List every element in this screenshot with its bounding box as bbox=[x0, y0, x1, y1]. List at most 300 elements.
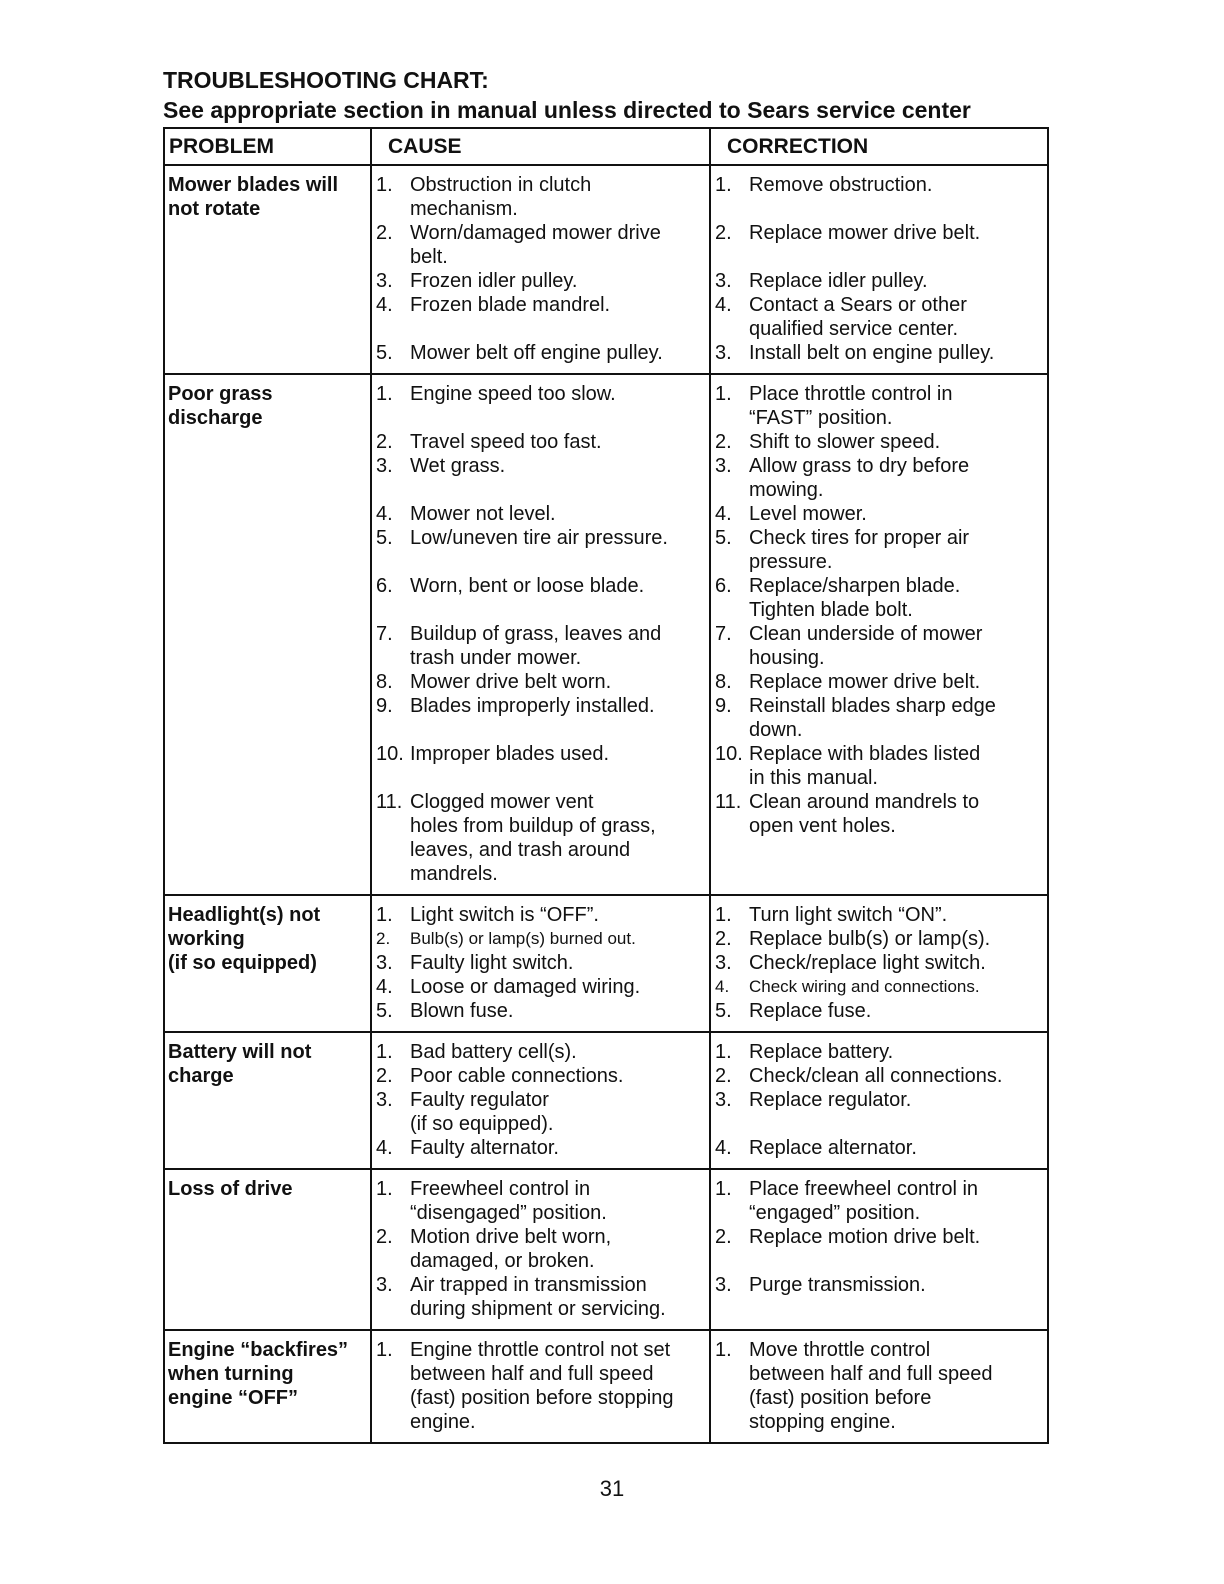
item-text-line: Shift to slower speed. bbox=[749, 431, 941, 453]
correction-item bbox=[715, 382, 1045, 430]
cause-item bbox=[376, 975, 707, 999]
item-text-line bbox=[749, 245, 1045, 269]
item-number: 10. bbox=[376, 743, 404, 765]
item-number: 3. bbox=[715, 342, 732, 364]
item-text-line: in this manual. bbox=[749, 767, 878, 789]
item-text-line: Check wiring and connections. bbox=[749, 977, 980, 996]
item-number: 7. bbox=[376, 623, 393, 645]
item-text bbox=[410, 526, 707, 574]
item-text bbox=[410, 1040, 707, 1064]
item-text-line: Freewheel control in bbox=[410, 1178, 591, 1200]
correction-item bbox=[715, 1225, 1045, 1273]
cause-item bbox=[376, 454, 707, 502]
correction-item bbox=[715, 173, 1045, 221]
item-text-line: Worn, bent or loose blade. bbox=[410, 575, 645, 597]
cause-item bbox=[376, 269, 707, 293]
item-number: 4. bbox=[376, 294, 393, 316]
table-row bbox=[164, 1032, 1048, 1169]
correction-cell bbox=[710, 374, 1048, 895]
correction-item bbox=[715, 670, 1045, 694]
page-title: TROUBLESHOOTING CHART: bbox=[163, 67, 489, 93]
item-text-line: (fast) position before bbox=[749, 1387, 932, 1409]
item-text-line: Improper blades used. bbox=[410, 743, 610, 765]
item-text-line bbox=[749, 1112, 1045, 1136]
item-text bbox=[749, 1064, 1045, 1088]
item-text-line: Replace fuse. bbox=[749, 1000, 872, 1022]
item-text-line: Travel speed too fast. bbox=[410, 431, 602, 453]
cause-cell bbox=[371, 895, 710, 1032]
problem-text-line: charge bbox=[168, 1065, 234, 1087]
cause-item bbox=[376, 1177, 707, 1225]
cause-item bbox=[376, 1088, 707, 1136]
problem-text-line: Engine “backfires” bbox=[168, 1339, 349, 1361]
item-text-line bbox=[410, 478, 707, 502]
item-number: 1. bbox=[376, 1178, 393, 1200]
problem-text-line: not rotate bbox=[168, 198, 261, 220]
cause-item bbox=[376, 526, 707, 574]
item-text-line: Bulb(s) or lamp(s) burned out. bbox=[410, 929, 636, 948]
table-row bbox=[164, 895, 1048, 1032]
item-text bbox=[410, 269, 707, 293]
troubleshooting-table bbox=[163, 127, 1049, 1444]
table-row bbox=[164, 1330, 1048, 1443]
problem-cell bbox=[164, 1330, 371, 1443]
item-text-line: Remove obstruction. bbox=[749, 174, 933, 196]
item-number: 9. bbox=[715, 695, 732, 717]
item-number: 5. bbox=[376, 527, 393, 549]
item-text-line: qualified service center. bbox=[749, 318, 959, 340]
item-text bbox=[410, 1064, 707, 1088]
item-text-line: during shipment or servicing. bbox=[410, 1298, 666, 1320]
cause-item bbox=[376, 341, 707, 365]
correction-item bbox=[715, 526, 1045, 574]
item-text bbox=[749, 790, 1045, 838]
item-text bbox=[749, 975, 1045, 999]
item-number: 3. bbox=[376, 952, 393, 974]
item-text bbox=[749, 927, 1045, 951]
item-number: 1. bbox=[715, 904, 732, 926]
item-text bbox=[410, 622, 707, 670]
item-number: 1. bbox=[715, 174, 732, 196]
item-text-line: Level mower. bbox=[749, 503, 867, 525]
item-number: 2. bbox=[715, 928, 732, 950]
item-number: 2. bbox=[376, 929, 391, 948]
item-text bbox=[410, 1273, 707, 1321]
correction-cell bbox=[710, 165, 1048, 374]
problem-cell bbox=[164, 1169, 371, 1330]
item-text-line: Clean around mandrels to bbox=[749, 791, 980, 813]
problem-text-line: Loss of drive bbox=[168, 1178, 293, 1200]
item-number: 6. bbox=[376, 575, 393, 597]
item-number: 1. bbox=[376, 904, 393, 926]
item-text-line: trash under mower. bbox=[410, 647, 582, 669]
item-text bbox=[410, 903, 707, 927]
correction-item bbox=[715, 430, 1045, 454]
item-text-line: Clogged mower vent bbox=[410, 791, 594, 813]
item-number: 4. bbox=[715, 977, 730, 996]
cause-item bbox=[376, 790, 707, 886]
cause-item bbox=[376, 1273, 707, 1321]
correction-item bbox=[715, 341, 1045, 365]
correction-item bbox=[715, 454, 1045, 502]
problem-text-line: Mower blades will bbox=[168, 174, 339, 196]
problem-text-line: Poor grass bbox=[168, 383, 273, 405]
item-number: 2. bbox=[715, 1226, 732, 1248]
correction-item bbox=[715, 269, 1045, 293]
item-number: 3. bbox=[376, 1089, 393, 1111]
cause-item bbox=[376, 1040, 707, 1064]
item-number: 2. bbox=[376, 431, 393, 453]
problem-text-line: (if so equipped) bbox=[168, 952, 317, 974]
item-number: 4. bbox=[715, 503, 732, 525]
cause-cell bbox=[371, 374, 710, 895]
correction-item bbox=[715, 1273, 1045, 1321]
item-text-line bbox=[410, 550, 707, 574]
item-text bbox=[410, 1136, 707, 1160]
cause-item bbox=[376, 574, 707, 622]
item-text bbox=[749, 430, 1045, 454]
item-text-line: Purge transmission. bbox=[749, 1274, 926, 1296]
problem-cell bbox=[164, 895, 371, 1032]
item-number: 4. bbox=[715, 294, 732, 316]
item-number: 3. bbox=[376, 455, 393, 477]
item-number: 2. bbox=[376, 1065, 393, 1087]
item-text-line: holes from buildup of grass, bbox=[410, 815, 656, 837]
item-text-line: Frozen blade mandrel. bbox=[410, 294, 611, 316]
table-row bbox=[164, 165, 1048, 374]
item-text bbox=[749, 670, 1045, 694]
item-text bbox=[410, 951, 707, 975]
item-text-line: damaged, or broken. bbox=[410, 1250, 595, 1272]
cause-cell bbox=[371, 1169, 710, 1330]
item-text bbox=[749, 742, 1045, 790]
problem-text-line: when turning bbox=[168, 1363, 294, 1385]
item-number: 9. bbox=[376, 695, 393, 717]
item-text-line: engine. bbox=[410, 1411, 476, 1433]
item-text-line bbox=[410, 406, 707, 430]
item-text-line: stopping engine. bbox=[749, 1411, 896, 1433]
item-number: 1. bbox=[715, 383, 732, 405]
correction-item bbox=[715, 1064, 1045, 1088]
item-number: 1. bbox=[715, 1339, 732, 1361]
item-text-line: between half and full speed bbox=[410, 1363, 654, 1385]
item-text bbox=[410, 1177, 707, 1225]
correction-item bbox=[715, 1177, 1045, 1225]
problem-cell bbox=[164, 374, 371, 895]
item-text-line: Contact a Sears or other bbox=[749, 294, 967, 316]
item-text bbox=[749, 999, 1045, 1023]
item-text-line: Reinstall blades sharp edge bbox=[749, 695, 996, 717]
item-text-line: Blades improperly installed. bbox=[410, 695, 655, 717]
page-subtitle: See appropriate section in manual unless directed to Sears service center bbox=[163, 97, 971, 123]
item-number: 3. bbox=[376, 1274, 393, 1296]
table-body bbox=[164, 165, 1048, 1443]
correction-item bbox=[715, 502, 1045, 526]
item-text-line: mandrels. bbox=[410, 863, 498, 885]
item-text-line: Replace with blades listed bbox=[749, 743, 981, 765]
item-number: 3. bbox=[715, 1089, 732, 1111]
item-text bbox=[749, 526, 1045, 574]
problem-cell bbox=[164, 1032, 371, 1169]
item-text bbox=[749, 1338, 1045, 1434]
cause-item bbox=[376, 903, 707, 927]
item-text-line: Mower belt off engine pulley. bbox=[410, 342, 663, 364]
item-text-line: Replace idler pulley. bbox=[749, 270, 928, 292]
correction-item bbox=[715, 975, 1045, 999]
item-text bbox=[410, 341, 707, 365]
problem-text-line: discharge bbox=[168, 407, 263, 429]
problem-cell bbox=[164, 165, 371, 374]
cause-item bbox=[376, 927, 707, 951]
item-text-line: Motion drive belt worn, bbox=[410, 1226, 612, 1248]
problem-text-line: Headlight(s) not bbox=[168, 904, 321, 926]
item-text bbox=[749, 1225, 1045, 1273]
item-text-line: Tighten blade bolt. bbox=[749, 599, 913, 621]
problem-text-line: Battery will not bbox=[168, 1041, 312, 1063]
item-text-line bbox=[749, 197, 1045, 221]
correction-item bbox=[715, 1338, 1045, 1434]
item-text-line: Check tires for proper air bbox=[749, 527, 970, 549]
cause-item bbox=[376, 622, 707, 670]
cause-cell bbox=[371, 165, 710, 374]
correction-cell bbox=[710, 1032, 1048, 1169]
item-text-line: Faulty light switch. bbox=[410, 952, 574, 974]
item-text bbox=[410, 293, 707, 341]
item-text-line: Poor cable connections. bbox=[410, 1065, 624, 1087]
item-text-line: Replace/sharpen blade. bbox=[749, 575, 961, 597]
item-text bbox=[749, 269, 1045, 293]
item-number: 4. bbox=[376, 976, 393, 998]
item-number: 2. bbox=[376, 222, 393, 244]
item-text bbox=[749, 173, 1045, 221]
item-text-line: Low/uneven tire air pressure. bbox=[410, 527, 668, 549]
cause-item bbox=[376, 951, 707, 975]
item-text-line: Clean underside of mower bbox=[749, 623, 983, 645]
item-text bbox=[749, 221, 1045, 269]
item-text bbox=[410, 382, 707, 430]
problem-text-line: engine “OFF” bbox=[168, 1387, 298, 1409]
item-text-line: Engine speed too slow. bbox=[410, 383, 616, 405]
cause-item bbox=[376, 1338, 707, 1434]
item-text-line: Faulty regulator bbox=[410, 1089, 549, 1111]
table-row bbox=[164, 1169, 1048, 1330]
correction-cell bbox=[710, 895, 1048, 1032]
item-number: 3. bbox=[376, 270, 393, 292]
item-text-line: Loose or damaged wiring. bbox=[410, 976, 641, 998]
correction-item bbox=[715, 1040, 1045, 1064]
cause-cell bbox=[371, 1032, 710, 1169]
correction-cell bbox=[710, 1330, 1048, 1443]
item-text-line bbox=[749, 1297, 1045, 1321]
item-text bbox=[749, 341, 1045, 365]
column-header-correction: CORRECTION bbox=[710, 128, 1048, 165]
item-number: 1. bbox=[376, 174, 393, 196]
item-number: 3. bbox=[715, 952, 732, 974]
correction-item bbox=[715, 622, 1045, 670]
item-text-line: Replace alternator. bbox=[749, 1137, 917, 1159]
item-text bbox=[410, 694, 707, 742]
item-text-line bbox=[749, 1249, 1045, 1273]
item-text bbox=[410, 430, 707, 454]
correction-item bbox=[715, 221, 1045, 269]
item-text-line bbox=[410, 317, 707, 341]
item-number: 11. bbox=[376, 791, 403, 813]
item-number: 5. bbox=[376, 342, 393, 364]
column-header-cause: CAUSE bbox=[371, 128, 710, 165]
correction-item bbox=[715, 927, 1045, 951]
correction-item bbox=[715, 903, 1045, 927]
correction-item bbox=[715, 1136, 1045, 1160]
cause-item bbox=[376, 742, 707, 790]
item-text-line: Place throttle control in bbox=[749, 383, 953, 405]
item-text bbox=[410, 927, 707, 951]
item-number: 4. bbox=[376, 1137, 393, 1159]
item-text bbox=[410, 221, 707, 269]
item-number: 1. bbox=[376, 1041, 393, 1063]
correction-item bbox=[715, 790, 1045, 838]
item-text bbox=[749, 382, 1045, 430]
item-text-line: Blown fuse. bbox=[410, 1000, 514, 1022]
item-number: 8. bbox=[376, 671, 393, 693]
cause-item bbox=[376, 1225, 707, 1273]
item-text-line: mowing. bbox=[749, 479, 824, 501]
item-text bbox=[749, 574, 1045, 622]
item-number: 4. bbox=[376, 503, 393, 525]
item-number: 5. bbox=[376, 1000, 393, 1022]
table-row bbox=[164, 374, 1048, 895]
item-text bbox=[749, 1136, 1045, 1160]
correction-item bbox=[715, 999, 1045, 1023]
cause-item bbox=[376, 430, 707, 454]
item-number: 2. bbox=[715, 1065, 732, 1087]
item-text-line: (if so equipped). bbox=[410, 1113, 554, 1135]
item-text bbox=[749, 694, 1045, 742]
item-text-line: Replace bulb(s) or lamp(s). bbox=[749, 928, 991, 950]
item-number: 5. bbox=[715, 527, 732, 549]
item-text-line: Place freewheel control in bbox=[749, 1178, 979, 1200]
correction-item bbox=[715, 951, 1045, 975]
item-text-line: “FAST” position. bbox=[749, 407, 893, 429]
item-text-line: (fast) position before stopping bbox=[410, 1387, 674, 1409]
cause-item bbox=[376, 293, 707, 341]
item-text-line: leaves, and trash around bbox=[410, 839, 631, 861]
item-text-line: Mower drive belt worn. bbox=[410, 671, 612, 693]
cause-item bbox=[376, 173, 707, 221]
item-text bbox=[749, 1088, 1045, 1136]
item-text bbox=[410, 1338, 707, 1434]
correction-item bbox=[715, 574, 1045, 622]
item-text-line: Replace mower drive belt. bbox=[749, 671, 981, 693]
problem-text-line: working bbox=[168, 928, 245, 950]
cause-item bbox=[376, 999, 707, 1023]
item-text-line: Bad battery cell(s). bbox=[410, 1041, 577, 1063]
item-text bbox=[749, 622, 1045, 670]
item-text-line: Replace regulator. bbox=[749, 1089, 912, 1111]
cause-item bbox=[376, 694, 707, 742]
item-number: 1. bbox=[376, 1339, 393, 1361]
item-text-line bbox=[410, 766, 707, 790]
item-text bbox=[410, 173, 707, 221]
item-text bbox=[749, 502, 1045, 526]
item-text-line: Replace mower drive belt. bbox=[749, 222, 981, 244]
item-text-line bbox=[410, 718, 707, 742]
item-text bbox=[410, 454, 707, 502]
item-text-line: Engine throttle control not set bbox=[410, 1339, 671, 1361]
item-text bbox=[749, 1177, 1045, 1225]
cause-item bbox=[376, 1064, 707, 1088]
item-text-line: Buildup of grass, leaves and bbox=[410, 623, 662, 645]
item-text-line: down. bbox=[749, 719, 803, 741]
item-text-line: Replace motion drive belt. bbox=[749, 1226, 981, 1248]
cause-item bbox=[376, 670, 707, 694]
item-text bbox=[410, 742, 707, 790]
item-number: 3. bbox=[715, 455, 732, 477]
item-text-line: pressure. bbox=[749, 551, 833, 573]
item-number: 1. bbox=[715, 1178, 732, 1200]
item-text-line: mechanism. bbox=[410, 198, 518, 220]
item-text bbox=[749, 1273, 1045, 1321]
cause-item bbox=[376, 221, 707, 269]
correction-item bbox=[715, 694, 1045, 742]
item-text-line: Worn/damaged mower drive bbox=[410, 222, 661, 244]
item-text bbox=[410, 1088, 707, 1136]
item-number: 8. bbox=[715, 671, 732, 693]
item-text-line: belt. bbox=[410, 246, 448, 268]
item-text-line: Check/clean all connections. bbox=[749, 1065, 1003, 1087]
item-text-line: Check/replace light switch. bbox=[749, 952, 986, 974]
item-number: 1. bbox=[376, 383, 393, 405]
item-number: 4. bbox=[715, 1137, 732, 1159]
item-text bbox=[410, 502, 707, 526]
item-text-line: Move throttle control bbox=[749, 1339, 931, 1361]
item-text-line: between half and full speed bbox=[749, 1363, 993, 1385]
item-number: 1. bbox=[715, 1041, 732, 1063]
item-text-line: Wet grass. bbox=[410, 455, 506, 477]
item-number: 2. bbox=[376, 1226, 393, 1248]
item-text-line: Light switch is “OFF”. bbox=[410, 904, 599, 926]
cause-cell bbox=[371, 1330, 710, 1443]
item-number: 2. bbox=[715, 222, 732, 244]
cause-item bbox=[376, 382, 707, 430]
correction-cell bbox=[710, 1169, 1048, 1330]
item-text bbox=[749, 293, 1045, 341]
item-number: 3. bbox=[715, 270, 732, 292]
item-text bbox=[410, 975, 707, 999]
item-text bbox=[410, 670, 707, 694]
cause-item bbox=[376, 502, 707, 526]
item-text bbox=[749, 1040, 1045, 1064]
item-number: 2. bbox=[715, 431, 732, 453]
item-number: 7. bbox=[715, 623, 732, 645]
item-text-line: Install belt on engine pulley. bbox=[749, 342, 995, 364]
item-text-line: Allow grass to dry before bbox=[749, 455, 970, 477]
item-text-line: Air trapped in transmission bbox=[410, 1274, 647, 1296]
item-text-line: open vent holes. bbox=[749, 815, 896, 837]
item-text bbox=[410, 999, 707, 1023]
item-text-line: Replace battery. bbox=[749, 1041, 894, 1063]
item-text bbox=[410, 790, 707, 886]
item-text bbox=[410, 1225, 707, 1273]
correction-item bbox=[715, 1088, 1045, 1136]
item-text-line: Turn light switch “ON”. bbox=[749, 904, 948, 926]
item-text-line: Obstruction in clutch bbox=[410, 174, 592, 196]
item-text bbox=[749, 903, 1045, 927]
item-number: 6. bbox=[715, 575, 732, 597]
item-text-line bbox=[410, 598, 707, 622]
column-header-problem: PROBLEM bbox=[164, 128, 371, 165]
item-number: 11. bbox=[715, 791, 742, 813]
item-text-line: Faulty alternator. bbox=[410, 1137, 559, 1159]
